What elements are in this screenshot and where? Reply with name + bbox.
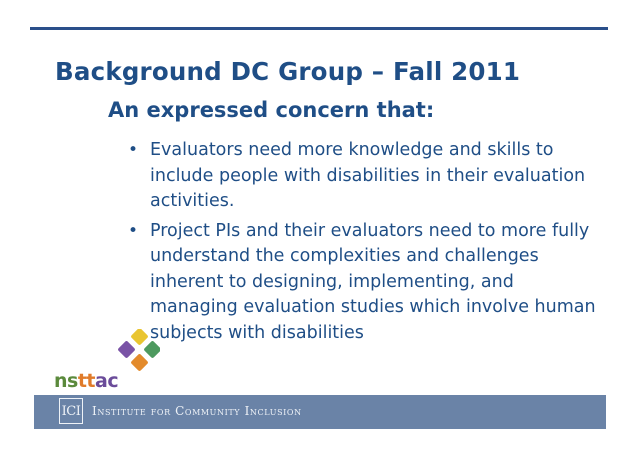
institute-name: Institute for Community Inclusion <box>92 404 302 418</box>
bullet-item <box>128 138 598 215</box>
logo-petal-purple <box>118 340 136 358</box>
logo-petal-green <box>143 340 160 358</box>
logo-part-ac: ac <box>95 370 119 392</box>
bullet-item <box>128 219 598 347</box>
slide-subtitle: An expressed concern that: <box>108 98 435 122</box>
bullet-dot: • <box>128 220 139 241</box>
nsttac-logo-mark-icon <box>118 329 160 375</box>
bullet-dot: • <box>128 140 139 160</box>
ici-logo-icon: ICI <box>59 398 83 424</box>
bullet-list <box>128 138 598 346</box>
footer-band <box>34 395 606 429</box>
slide-title: Background DC Group – Fall 2011 <box>55 57 521 86</box>
logo-part-tt: tt <box>77 370 96 392</box>
logo-petal-orange <box>130 353 148 371</box>
title-rule <box>30 27 608 30</box>
bullet-text: Evaluators need more knowledge and skills to include people with disabilities in their evaluation activities. <box>150 140 586 211</box>
logo-part-ns: ns <box>54 370 78 392</box>
bullet-text: Project PIs and their evaluators need to more fully understand the complexities and challenges inherent to designing, implementing, and managing evaluation studies which involve human subjects with disabilities <box>150 220 596 343</box>
logo-petal-yellow <box>130 329 148 346</box>
nsttac-logo-text <box>54 370 118 392</box>
